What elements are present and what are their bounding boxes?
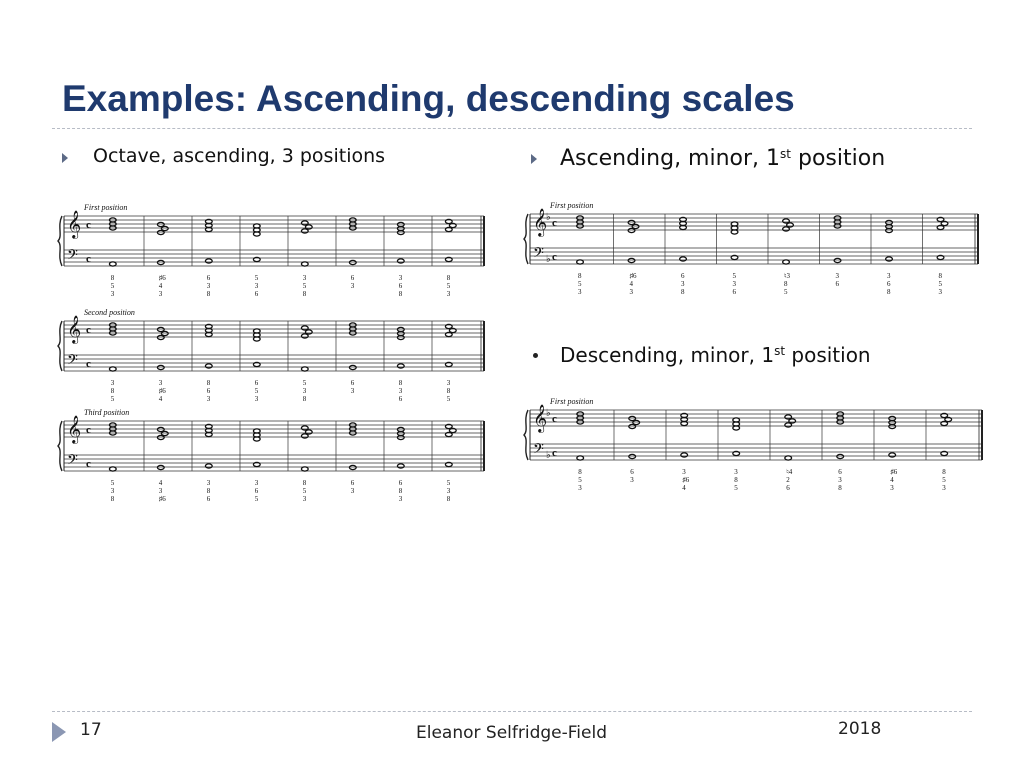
bass-clef-icon: 𝄢 bbox=[67, 352, 78, 371]
figured-bass-number: 6 bbox=[254, 379, 259, 387]
footer-triangle-icon bbox=[52, 722, 66, 742]
figured-bass-number: 3 bbox=[446, 379, 451, 387]
bass-whole-note bbox=[253, 462, 260, 466]
figured-bass-number: 3 bbox=[350, 487, 355, 495]
bass-whole-note bbox=[301, 262, 308, 266]
bass-whole-note bbox=[445, 257, 452, 261]
key-signature-flat-icon: ♭ bbox=[546, 212, 551, 223]
figured-bass-number: 5 bbox=[734, 484, 738, 492]
treble-clef-icon: 𝄞 bbox=[533, 210, 548, 236]
figured-bass-number: 3 bbox=[734, 468, 738, 476]
figured-bass-number: ♯6 bbox=[158, 387, 166, 395]
whole-note bbox=[301, 334, 308, 338]
figured-bass-number: 2 bbox=[786, 476, 790, 484]
bullet-octave-ascending: Octave, ascending, 3 positions bbox=[93, 145, 386, 167]
figured-bass-number: 5 bbox=[302, 282, 307, 290]
figured-bass-number: 3 bbox=[838, 476, 842, 484]
figured-bass-number: 4 bbox=[682, 484, 686, 492]
figured-bass-number: 6 bbox=[350, 274, 355, 282]
bullet-descending-minor bbox=[560, 343, 871, 367]
whole-note bbox=[785, 423, 792, 427]
bass-whole-note bbox=[157, 465, 164, 469]
bass-whole-note bbox=[349, 465, 356, 469]
figured-bass-number: ♮4 bbox=[786, 468, 793, 476]
figured-bass-number: 4 bbox=[158, 395, 163, 403]
common-time-symbol: c bbox=[552, 413, 557, 425]
common-time-symbol: c bbox=[552, 251, 557, 263]
figured-bass-number: 3 bbox=[206, 479, 211, 487]
treble-clef-icon: 𝄞 bbox=[67, 417, 82, 443]
whole-note bbox=[205, 432, 212, 436]
score-svg bbox=[58, 407, 486, 503]
whole-note bbox=[783, 227, 790, 231]
whole-note bbox=[157, 435, 164, 439]
figured-bass-number: 3 bbox=[682, 468, 686, 476]
figured-bass-number: 3 bbox=[578, 484, 582, 492]
position-label: Second position bbox=[84, 308, 135, 317]
whole-note bbox=[680, 225, 687, 229]
treble-clef-icon: 𝄞 bbox=[67, 317, 82, 343]
figured-bass-number: 5 bbox=[254, 274, 259, 282]
brace-icon bbox=[524, 214, 528, 264]
figured-bass-number: 3 bbox=[681, 280, 685, 288]
figured-bass-number: 3 bbox=[942, 484, 946, 492]
bass-whole-note bbox=[837, 454, 844, 458]
figured-bass-number: 8 bbox=[681, 288, 685, 296]
figured-bass-number: 5 bbox=[446, 395, 451, 403]
bass-clef-icon: 𝄢 bbox=[533, 245, 544, 264]
whole-note bbox=[397, 435, 404, 439]
common-time-symbol: c bbox=[86, 219, 91, 231]
whole-note bbox=[445, 332, 452, 336]
bullet-ascending-minor bbox=[560, 146, 885, 171]
bullet-text: position bbox=[785, 343, 871, 367]
figured-bass-number: 5 bbox=[302, 487, 307, 495]
figured-bass-number: 5 bbox=[254, 387, 259, 395]
figured-bass-number: 3 bbox=[158, 487, 163, 495]
treble-clef-icon: 𝄞 bbox=[533, 406, 548, 432]
ordinal-suffix: st bbox=[774, 344, 786, 358]
figured-bass-number: 3 bbox=[254, 282, 259, 290]
figured-bass-number: 4 bbox=[158, 282, 163, 290]
whole-note bbox=[397, 335, 404, 339]
figured-bass-number: 8 bbox=[398, 487, 403, 495]
figured-bass-number: 3 bbox=[938, 288, 943, 296]
figured-bass-number: 8 bbox=[784, 280, 788, 288]
position-label: First position bbox=[550, 201, 594, 210]
figured-bass-number: 5 bbox=[942, 476, 946, 484]
page-number: 17 bbox=[80, 720, 102, 740]
figured-bass-number: 6 bbox=[350, 379, 355, 387]
figured-bass-number: 3 bbox=[887, 272, 891, 280]
bass-whole-note bbox=[157, 260, 164, 264]
figured-bass-number: 3 bbox=[302, 495, 307, 503]
figured-bass-number: 8 bbox=[734, 476, 738, 484]
bullet-triangle-icon bbox=[531, 154, 537, 164]
footer-author: Eleanor Selfridge-Field bbox=[416, 723, 607, 743]
figured-bass-number: 3 bbox=[254, 479, 259, 487]
figured-bass-number: 3 bbox=[446, 290, 451, 298]
figured-bass-number: 5 bbox=[302, 379, 307, 387]
bass-whole-note bbox=[681, 453, 688, 457]
figured-bass-number: 5 bbox=[110, 282, 115, 290]
figured-bass-number: 8 bbox=[110, 387, 115, 395]
position-label: First position bbox=[84, 203, 128, 212]
figured-bass-number: 3 bbox=[398, 387, 403, 395]
figured-bass-number: 8 bbox=[398, 290, 403, 298]
figured-bass-number: 8 bbox=[938, 272, 943, 280]
figured-bass-number: 6 bbox=[835, 280, 840, 288]
bass-whole-note bbox=[629, 454, 636, 458]
figured-bass-number: 3 bbox=[110, 487, 115, 495]
whole-note bbox=[445, 227, 452, 231]
bass-whole-note bbox=[941, 451, 948, 455]
figured-bass-number: 8 bbox=[838, 484, 842, 492]
figured-bass-number: 3 bbox=[302, 274, 307, 282]
figured-bass-number: 8 bbox=[887, 288, 891, 296]
figured-bass-number: 3 bbox=[629, 288, 634, 296]
figured-bass-number: 4 bbox=[158, 479, 163, 487]
figured-bass-number: 6 bbox=[630, 468, 634, 476]
figured-bass-number: 3 bbox=[578, 288, 582, 296]
bass-whole-note bbox=[109, 367, 116, 371]
bass-whole-note bbox=[109, 467, 116, 471]
figured-bass-number: 5 bbox=[578, 280, 582, 288]
figured-bass-number: 6 bbox=[206, 387, 211, 395]
figured-bass-number: 8 bbox=[302, 290, 307, 298]
figured-bass-number: 6 bbox=[681, 272, 685, 280]
bass-whole-note bbox=[349, 365, 356, 369]
figured-bass-number: 5 bbox=[938, 280, 943, 288]
whole-note bbox=[445, 432, 452, 436]
key-signature-flat-icon: ♭ bbox=[546, 408, 551, 419]
brace-icon bbox=[58, 421, 62, 471]
whole-note bbox=[301, 229, 308, 233]
whole-note bbox=[253, 437, 260, 441]
common-time-symbol: c bbox=[86, 358, 91, 370]
bass-whole-note bbox=[253, 362, 260, 366]
bass-whole-note bbox=[349, 260, 356, 264]
common-time-symbol: c bbox=[552, 217, 557, 229]
bass-whole-note bbox=[253, 257, 260, 261]
common-time-symbol: c bbox=[86, 324, 91, 336]
figured-bass-number: 5 bbox=[110, 479, 115, 487]
bass-whole-note bbox=[577, 260, 584, 264]
figured-bass-number: 3 bbox=[398, 274, 403, 282]
whole-note bbox=[941, 421, 948, 425]
slide-title: Examples: Ascending, descending scales bbox=[62, 78, 795, 119]
bass-clef-icon: 𝄢 bbox=[533, 441, 544, 460]
common-time-symbol: c bbox=[86, 458, 91, 470]
whole-note bbox=[889, 424, 896, 428]
figured-bass-number: 4 bbox=[890, 476, 894, 484]
ordinal-suffix: st bbox=[780, 147, 792, 161]
figured-bass-number: 8 bbox=[578, 468, 582, 476]
figured-bass-number: 6 bbox=[350, 479, 355, 487]
figured-bass-number: 3 bbox=[398, 495, 403, 503]
figured-bass-number: 3 bbox=[890, 484, 894, 492]
brace-icon bbox=[58, 216, 62, 266]
whole-note bbox=[628, 228, 635, 232]
figured-bass-number: ♯6 bbox=[629, 272, 637, 280]
figured-bass-number: 3 bbox=[158, 379, 163, 387]
figured-bass-number: 5 bbox=[784, 288, 788, 296]
score-svg bbox=[58, 307, 486, 403]
key-signature-flat-icon: ♭ bbox=[546, 450, 551, 461]
bass-whole-note bbox=[628, 258, 635, 262]
figured-bass-number: 8 bbox=[302, 479, 307, 487]
whole-note bbox=[937, 225, 944, 229]
figured-bass-number: 6 bbox=[254, 487, 259, 495]
bass-whole-note bbox=[301, 467, 308, 471]
bullet-triangle-icon bbox=[62, 153, 68, 163]
bass-whole-note bbox=[397, 464, 404, 468]
bass-whole-note bbox=[205, 259, 212, 263]
whole-note bbox=[886, 228, 893, 232]
figured-bass-number: 8 bbox=[446, 387, 451, 395]
whole-note bbox=[157, 335, 164, 339]
figured-bass-number: 8 bbox=[446, 495, 451, 503]
common-time-symbol: c bbox=[552, 447, 557, 459]
figured-bass-number: 8 bbox=[206, 379, 211, 387]
score-octave-second-position bbox=[58, 307, 486, 403]
figured-bass-number: 6 bbox=[206, 274, 211, 282]
figured-bass-number: 6 bbox=[254, 290, 259, 298]
whole-note bbox=[397, 230, 404, 234]
figured-bass-number: 3 bbox=[732, 280, 737, 288]
figured-bass-number: ♯6 bbox=[158, 495, 166, 503]
figured-bass-number: ♯6 bbox=[890, 468, 898, 476]
score-svg bbox=[58, 202, 486, 298]
whole-note bbox=[205, 332, 212, 336]
bass-whole-note bbox=[783, 260, 790, 264]
figured-bass-number: 5 bbox=[110, 395, 115, 403]
figured-bass-number: 3 bbox=[835, 272, 840, 280]
bass-whole-note bbox=[205, 464, 212, 468]
bass-whole-note bbox=[733, 451, 740, 455]
bass-whole-note bbox=[731, 255, 738, 259]
figured-bass-number: 5 bbox=[446, 479, 451, 487]
whole-note bbox=[731, 230, 738, 234]
figured-bass-number: 8 bbox=[206, 290, 211, 298]
bullet-dot-icon bbox=[533, 353, 538, 358]
figured-bass-number: 8 bbox=[446, 274, 451, 282]
figured-bass-number: 5 bbox=[254, 495, 259, 503]
score-ascending-minor bbox=[524, 200, 980, 306]
figured-bass-number: 8 bbox=[578, 272, 582, 280]
figured-bass-number: 3 bbox=[350, 387, 355, 395]
bass-whole-note bbox=[445, 362, 452, 366]
bass-whole-note bbox=[889, 453, 896, 457]
figured-bass-number: 3 bbox=[206, 282, 211, 290]
title-divider bbox=[52, 128, 972, 129]
figured-bass-number: 6 bbox=[838, 468, 842, 476]
bass-whole-note bbox=[785, 456, 792, 460]
figured-bass-number: 6 bbox=[887, 280, 891, 288]
common-time-symbol: c bbox=[86, 253, 91, 265]
score-svg bbox=[524, 200, 980, 306]
bass-whole-note bbox=[301, 367, 308, 371]
bass-whole-note bbox=[445, 462, 452, 466]
figured-bass-number: ♯6 bbox=[682, 476, 690, 484]
score-octave-first-position bbox=[58, 202, 486, 298]
figured-bass-number: ♯6 bbox=[158, 274, 166, 282]
brace-icon bbox=[524, 410, 528, 460]
figured-bass-number: 3 bbox=[446, 487, 451, 495]
figured-bass-number: ♮3 bbox=[784, 272, 791, 280]
footer-year: 2018 bbox=[838, 719, 882, 739]
bass-clef-icon: 𝄢 bbox=[67, 247, 78, 266]
whole-note bbox=[681, 421, 688, 425]
figured-bass-number: 3 bbox=[302, 387, 307, 395]
figured-bass-number: 3 bbox=[158, 290, 163, 298]
common-time-symbol: c bbox=[86, 424, 91, 436]
figured-bass-number: 8 bbox=[110, 495, 115, 503]
bass-whole-note bbox=[157, 365, 164, 369]
figured-bass-number: 8 bbox=[942, 468, 946, 476]
figured-bass-number: 8 bbox=[110, 274, 115, 282]
position-label: Third position bbox=[84, 408, 130, 417]
whole-note bbox=[301, 434, 308, 438]
bass-whole-note bbox=[937, 255, 944, 259]
figured-bass-number: 4 bbox=[629, 280, 634, 288]
figured-bass-number: 8 bbox=[206, 487, 211, 495]
score-descending-minor bbox=[524, 396, 984, 506]
key-signature-flat-icon: ♭ bbox=[546, 254, 551, 265]
bullet-text: Descending, minor, 1 bbox=[560, 343, 775, 367]
whole-note bbox=[205, 227, 212, 231]
figured-bass-number: 6 bbox=[786, 484, 790, 492]
position-label: First position bbox=[550, 397, 594, 406]
bass-whole-note bbox=[205, 364, 212, 368]
figured-bass-number: 3 bbox=[110, 290, 115, 298]
score-octave-third-position bbox=[58, 407, 486, 503]
bass-whole-note bbox=[834, 258, 841, 262]
figured-bass-number: 8 bbox=[398, 379, 403, 387]
figured-bass-number: 6 bbox=[398, 479, 403, 487]
bass-whole-note bbox=[886, 257, 893, 261]
figured-bass-number: 6 bbox=[732, 288, 737, 296]
whole-note bbox=[629, 424, 636, 428]
bass-whole-note bbox=[109, 262, 116, 266]
treble-clef-icon: 𝄞 bbox=[67, 212, 82, 238]
bullet-text: position bbox=[791, 146, 886, 171]
figured-bass-number: 3 bbox=[254, 395, 259, 403]
figured-bass-number: 6 bbox=[398, 395, 403, 403]
footer-divider bbox=[52, 711, 972, 712]
figured-bass-number: 5 bbox=[578, 476, 582, 484]
brace-icon bbox=[58, 321, 62, 371]
bullet-text: Ascending, minor, 1 bbox=[560, 146, 781, 171]
whole-note bbox=[253, 232, 260, 236]
figured-bass-number: 5 bbox=[446, 282, 451, 290]
figured-bass-number: 3 bbox=[630, 476, 634, 484]
whole-note bbox=[253, 337, 260, 341]
figured-bass-number: 8 bbox=[302, 395, 307, 403]
whole-note bbox=[157, 230, 164, 234]
figured-bass-number: 5 bbox=[732, 272, 737, 280]
figured-bass-number: 6 bbox=[206, 495, 211, 503]
figured-bass-number: 6 bbox=[398, 282, 403, 290]
figured-bass-number: 3 bbox=[350, 282, 355, 290]
bass-whole-note bbox=[397, 364, 404, 368]
bass-whole-note bbox=[577, 456, 584, 460]
whole-note bbox=[733, 426, 740, 430]
figured-bass-number: 3 bbox=[110, 379, 115, 387]
bass-clef-icon: 𝄢 bbox=[67, 452, 78, 471]
bass-whole-note bbox=[680, 257, 687, 261]
figured-bass-number: 3 bbox=[206, 395, 211, 403]
score-svg bbox=[524, 396, 984, 506]
bass-whole-note bbox=[397, 259, 404, 263]
